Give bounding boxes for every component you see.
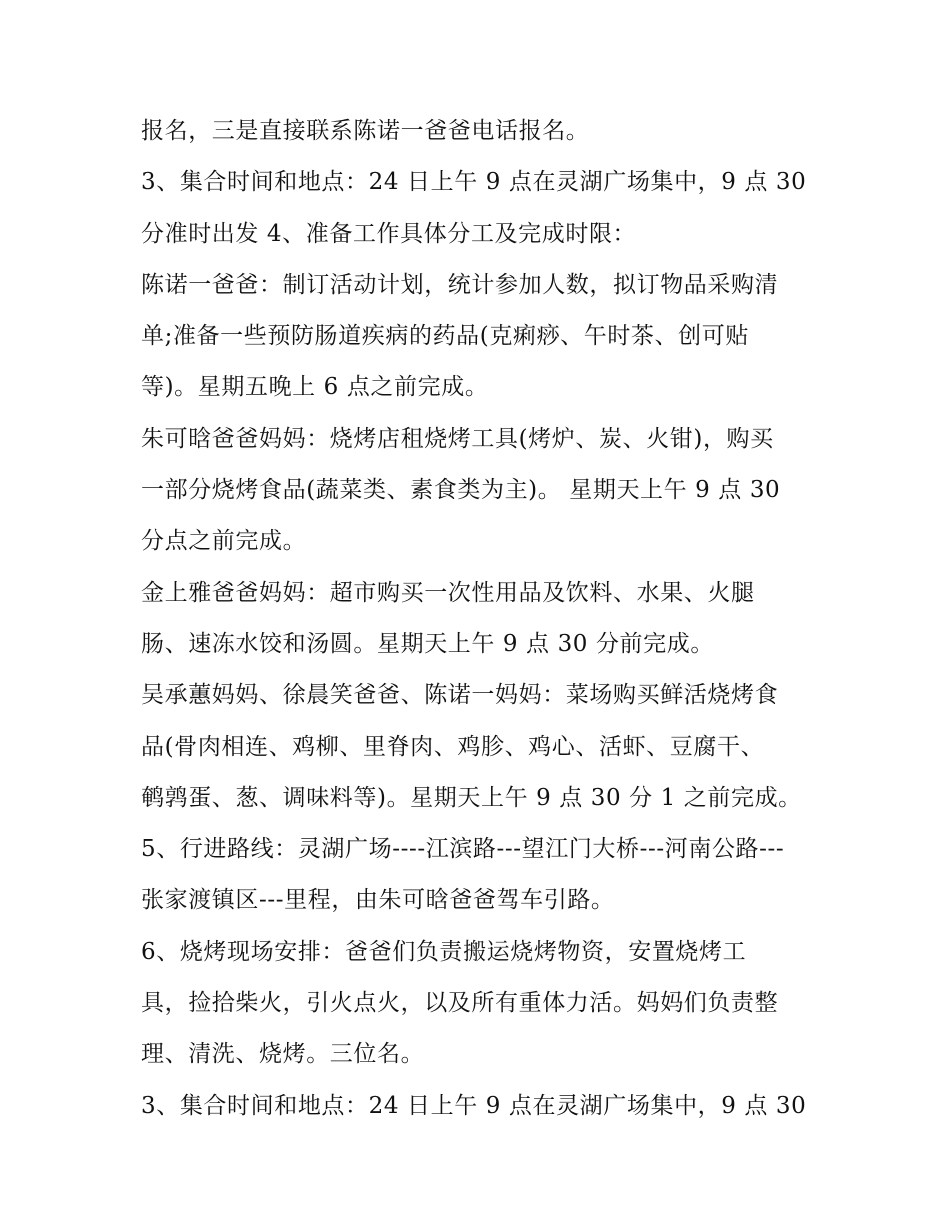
text-line: 单;准备一些预防肠道疾病的药品(克痢痧、午时茶、创可贴: [141, 323, 749, 350]
text-line: 具，捡拾柴火，引火点火，以及所有重体力活。妈妈们负责整: [141, 990, 779, 1017]
text-line: 一部分烧烤食品(蔬菜类、素食类为主)。 星期天上午 9 点 30: [141, 477, 781, 504]
text-line: 3、集合时间和地点：24 日上午 9 点在灵湖广场集中，9 点 30: [141, 1092, 807, 1119]
text-line: 报名，三是直接联系陈诺一爸爸电话报名。: [141, 118, 590, 144]
text-line: 吴承蕙妈妈、徐晨笑爸爸、陈诺一妈妈：菜场购买鲜活烧烤食: [141, 682, 779, 709]
text-line: 5、行进路线：灵湖广场----江滨路---望江门大桥---河南公路---: [141, 836, 785, 863]
text-line: 分准时出发 4、准备工作具体分工及完成时限：: [141, 220, 637, 247]
text-line: 3、集合时间和地点：24 日上午 9 点在灵湖广场集中，9 点 30: [141, 169, 807, 196]
text-line: 金上雅爸爸妈妈：超市购买一次性用品及饮料、水果、火腿: [141, 579, 755, 606]
text-line: 等)。星期五晚上 6 点之前完成。: [141, 374, 489, 401]
text-line: 朱可晗爸爸妈妈：烧烤店租烧烤工具(烤炉、炭、火钳)，购买: [141, 425, 774, 452]
text-line: 6、烧烤现场安排：爸爸们负责搬运烧烤物资，安置烧烤工: [141, 938, 747, 965]
text-line: 肠、速冻水饺和汤圆。星期天上午 9 点 30 分前完成。: [141, 630, 714, 657]
text-line: 张家渡镇区---里程，由朱可晗爸爸驾车引路。: [141, 887, 615, 914]
text-line: 陈诺一爸爸：制订活动计划，统计参加人数，拟订物品采购清: [141, 271, 779, 298]
text-line: 分点之前完成。: [141, 528, 307, 555]
text-line: 理、清洗、烧烤。三位名。: [141, 1041, 425, 1068]
text-line: 品(骨肉相连、鸡柳、里脊肉、鸡胗、鸡心、活虾、豆腐干、: [141, 733, 765, 760]
document-body: [141, 106, 821, 1132]
text-line: 鹌鹑蛋、葱、调味料等)。星期天上午 9 点 30 分 1 之前完成。: [141, 784, 802, 811]
